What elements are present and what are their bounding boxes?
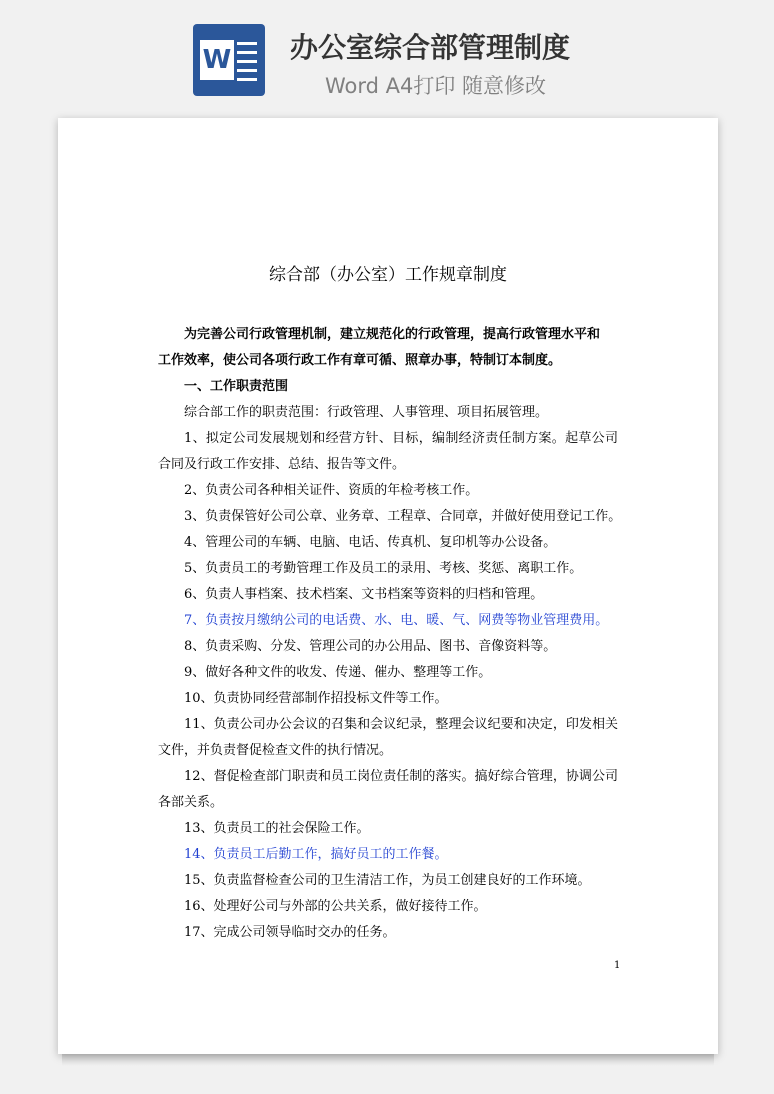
document-title: 综合部（办公室）工作规章制度 [269,265,507,285]
intro-paragraph-line1: 为完善公司行政管理机制，建立规范化的行政管理，提高行政管理水平和 [184,327,601,342]
list-item: 9、做好各种文件的收发、传递、催办、整理等工作。 [184,665,492,680]
list-item: 13、负责员工的社会保险工作。 [184,821,370,836]
list-item: 5、负责员工的考勤管理工作及员工的录用、考核、奖惩、离职工作。 [184,561,583,576]
section-heading: 一、工作职责范围 [184,379,289,394]
list-item: 8、负责采购、分发、管理公司的办公用品、图书、音像资料等。 [184,639,557,654]
list-item: 15、负责监督检查公司的卫生清洁工作，为员工创建良好的工作环境。 [184,873,591,888]
scope-paragraph: 综合部工作的职责范围：行政管理、人事管理、项目拓展管理。 [184,405,549,420]
word-logo-icon [193,24,265,96]
header-subtitle: Word A4打印 随意修改 [325,74,547,98]
list-item: 10、负责协同经营部制作招投标文件等工作。 [184,691,448,706]
intro-paragraph-line2: 工作效率，使公司各项行政工作有章可循、照章办事，特制订本制度。 [158,353,562,368]
list-item: 2、负责公司各种相关证件、资质的年检考核工作。 [184,483,479,498]
header-title: 办公室综合部管理制度 [290,31,571,64]
list-item: 16、处理好公司与外部的公共关系，做好接待工作。 [184,899,487,914]
list-item: 3、负责保管好公司公章、业务章、工程章、合同章，并做好使用登记工作。 [184,509,622,524]
word-logo-letter: W [200,40,234,80]
list-item: 11、负责公司办公会议的召集和会议纪录，整理会议纪要和决定，印发相关文件，并负责督促检查文件的执行情况。 [158,717,618,758]
list-item-highlighted: 7、负责按月缴纳公司的电话费、水、电、暖、气、网费等物业管理费用。 [184,613,609,628]
list-item: 6、负责人事档案、技术档案、文书档案等资料的归档和管理。 [184,587,544,602]
list-item: 12、督促检查部门职责和员工岗位责任制的落实。搞好综合管理，协调公司各部关系。 [158,769,618,810]
word-logo-lines [237,42,257,87]
document-body [158,322,622,946]
list-item-highlighted: 14、负责员工后勤工作，搞好员工的工作餐。 [184,847,448,862]
list-item: 4、管理公司的车辆、电脑、电话、传真机、复印机等办公设备。 [184,535,557,550]
list-item: 1、拟定公司发展规划和经营方针、目标，编制经济责任制方案。起草公司合同及行政工作安排、总结、报告等文件。 [158,431,618,472]
page-header [0,0,774,110]
list-item: 17、完成公司领导临时交办的任务。 [184,925,396,940]
document-page [58,118,718,1054]
page-shadow [62,1054,714,1066]
page-number: 1 [614,960,621,971]
